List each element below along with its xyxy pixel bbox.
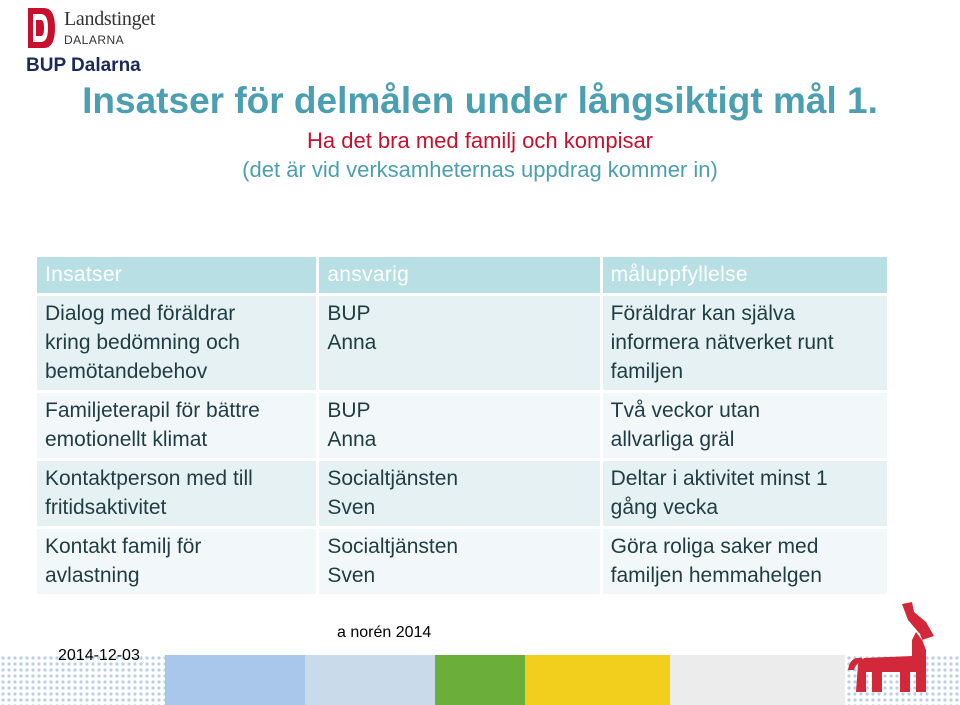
- logo-org-region: DALARNA: [64, 33, 125, 47]
- table-cell-maluppfyllelse: [603, 393, 887, 458]
- footer-decoration: [0, 655, 960, 705]
- table-cell-insats: [37, 461, 316, 526]
- cell-line: Dialog med föräldrar: [45, 302, 236, 325]
- cell-line: Socialtjänsten: [327, 467, 459, 490]
- cell-line: emotionellt klimat: [45, 428, 208, 451]
- table-cell-insats: [37, 296, 316, 390]
- cell-line: Kontakt familj för: [45, 535, 202, 558]
- table-cell-maluppfyllelse: [603, 296, 887, 390]
- cell-line: fritidsaktivitet: [45, 496, 167, 519]
- organization-logo: [22, 4, 162, 74]
- column-header-ansvarig: ansvarig: [319, 257, 599, 293]
- cell-line: Sven: [327, 564, 376, 587]
- measures-table: [34, 254, 890, 597]
- table-cell-maluppfyllelse: [603, 461, 887, 526]
- table-cell-insats: [37, 529, 316, 594]
- cell-line: Deltar i aktivitet minst 1: [610, 467, 828, 490]
- footer-date: 2014-12-03: [58, 647, 140, 664]
- landstinget-logo-icon: [26, 6, 56, 50]
- cell-line: BUP: [327, 302, 371, 325]
- table-cell-ansvarig: [319, 529, 599, 594]
- table-cell-ansvarig: [319, 461, 599, 526]
- cell-line: Familjeterapil för bättre: [45, 399, 260, 422]
- table-cell-maluppfyllelse: [603, 529, 887, 594]
- cell-line: gång vecka: [610, 496, 719, 519]
- column-header-insatser: Insatser: [37, 257, 316, 293]
- footer-author: a norén 2014: [337, 624, 432, 641]
- table-cell-insats: [37, 393, 316, 458]
- cell-line: BUP: [327, 399, 371, 422]
- table-cell-ansvarig: [319, 393, 599, 458]
- cell-line: Sven: [327, 496, 376, 519]
- cell-line: familjen: [610, 360, 684, 383]
- table-row: [37, 461, 887, 526]
- table-row: [37, 529, 887, 594]
- cell-line: allvarliga gräl: [610, 428, 735, 451]
- slide-subtitle-note: (det är vid verksamheternas uppdrag kommer in): [242, 157, 718, 182]
- dala-horse-icon: [842, 600, 938, 700]
- cell-line: Två veckor utan: [610, 399, 761, 422]
- table-row: [37, 296, 887, 390]
- table-header-row: [37, 257, 887, 293]
- cell-line: Föräldrar kan själva: [610, 302, 796, 325]
- cell-line: familjen hemmahelgen: [610, 564, 822, 587]
- logo-org-name: Landstinget: [64, 8, 156, 30]
- table-row: [37, 393, 887, 458]
- slide-title: Insatser för delmålen under långsiktigt mål 1.: [82, 80, 878, 121]
- cell-line: avlastning: [45, 564, 140, 587]
- cell-line: Anna: [327, 331, 377, 354]
- column-header-maluppfyllelse: måluppfyllelse: [603, 257, 887, 293]
- cell-line: kring bedömning och: [45, 331, 240, 354]
- cell-line: Kontaktperson med till: [45, 467, 253, 490]
- cell-line: Socialtjänsten: [327, 535, 459, 558]
- logo-unit-name: BUP Dalarna: [26, 55, 141, 76]
- table-cell-ansvarig: [319, 296, 599, 390]
- slide-subtitle: Ha det bra med familj och kompisar: [306, 128, 654, 153]
- cell-line: Göra roliga saker med: [610, 535, 819, 558]
- cell-line: informera nätverket runt: [610, 331, 834, 354]
- cell-line: bemötandebehov: [45, 360, 208, 383]
- cell-line: Anna: [327, 428, 377, 451]
